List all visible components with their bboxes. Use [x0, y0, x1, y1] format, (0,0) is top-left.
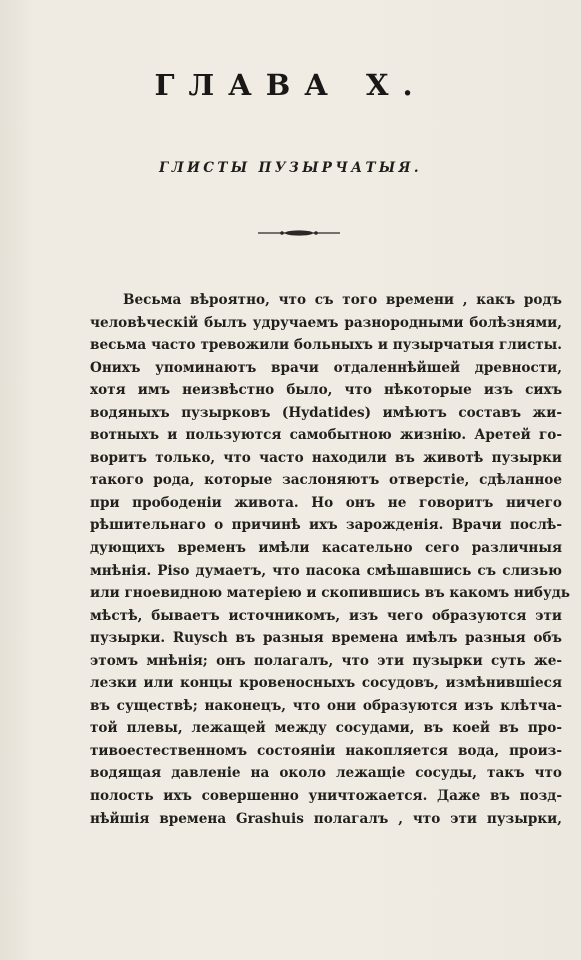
- text-line: тивоестественномъ состояніи накопляется вода, произ-: [90, 742, 562, 759]
- text-line: полость ихъ совершенно уничтожается. Даже въ позд-: [90, 788, 562, 805]
- text-line: водяныхъ пузырковъ (Hydatides) имѣютъ составъ жи-: [90, 404, 562, 421]
- ornament-divider-icon: [258, 226, 340, 240]
- text-line: воритъ только, что часто находили въ животѣ пузырки: [90, 449, 562, 466]
- text-line: той плевы, лежащей между сосудами, въ коей въ про-: [90, 720, 562, 737]
- text-line: или гноевидною матеріею и скопившись въ какомъ нибудь: [90, 585, 570, 602]
- text-line: въ существѣ; наконецъ, что они образуются изъ клѣтча-: [90, 697, 562, 714]
- text-line: хотя имъ неизвѣстно было, что нѣкоторые изъ сихъ: [90, 382, 562, 399]
- body-text: [90, 289, 570, 830]
- text-line: водящая давленіе на около лежащіе сосуды, такъ что: [90, 765, 562, 782]
- text-line: дующихъ временъ имѣли касательно сего различныя: [90, 540, 562, 557]
- text-line: весьма часто тревожили больныхъ и пузырчатыя глисты.: [90, 337, 562, 354]
- text-line: мнѣнія. Piso думаетъ, что пасока смѣшавшись съ слизью: [90, 562, 562, 579]
- text-line: нѣйшія времена Grashuis полагалъ , что эти пузырки,: [90, 810, 562, 827]
- text-line: пузырки. Ruysch въ разныя времена имѣлъ разныя объ: [90, 630, 562, 647]
- chapter-subtitle: ГЛИСТЫ ПУЗЫРЧАТЫЯ.: [159, 160, 422, 176]
- text-line: Весьма вѣроятно, что съ того времени , какъ родъ: [123, 292, 562, 308]
- text-line: рѣшительнаго о причинѣ ихъ зарожденія. Врачи послѣ-: [90, 517, 562, 534]
- text-line: мѣстѣ, бываетъ источникомъ, изъ чего образуются эти: [90, 607, 562, 624]
- chapter-title: ГЛАВА X.: [154, 68, 427, 102]
- text-line: человѣческій былъ удручаемъ разнородными болѣзнями,: [90, 314, 562, 331]
- text-line: такого рода, которые заслоняютъ отверстіе, сдѣланное: [90, 472, 562, 489]
- text-line: этомъ мнѣнія; онъ полагалъ, что эти пузырки суть же-: [90, 652, 562, 669]
- text-line: вотныхъ и пользуются самобытною жизнію. Аретей го-: [90, 427, 562, 444]
- text-line: лезки или концы кровеносныхъ сосудовъ, измѣнившіеся: [90, 675, 562, 692]
- text-line: при прободеніи живота. Но онъ не говоритъ ничего: [90, 494, 562, 511]
- text-line: Онихъ упоминаютъ врачи отдаленнѣйшей древности,: [90, 359, 562, 376]
